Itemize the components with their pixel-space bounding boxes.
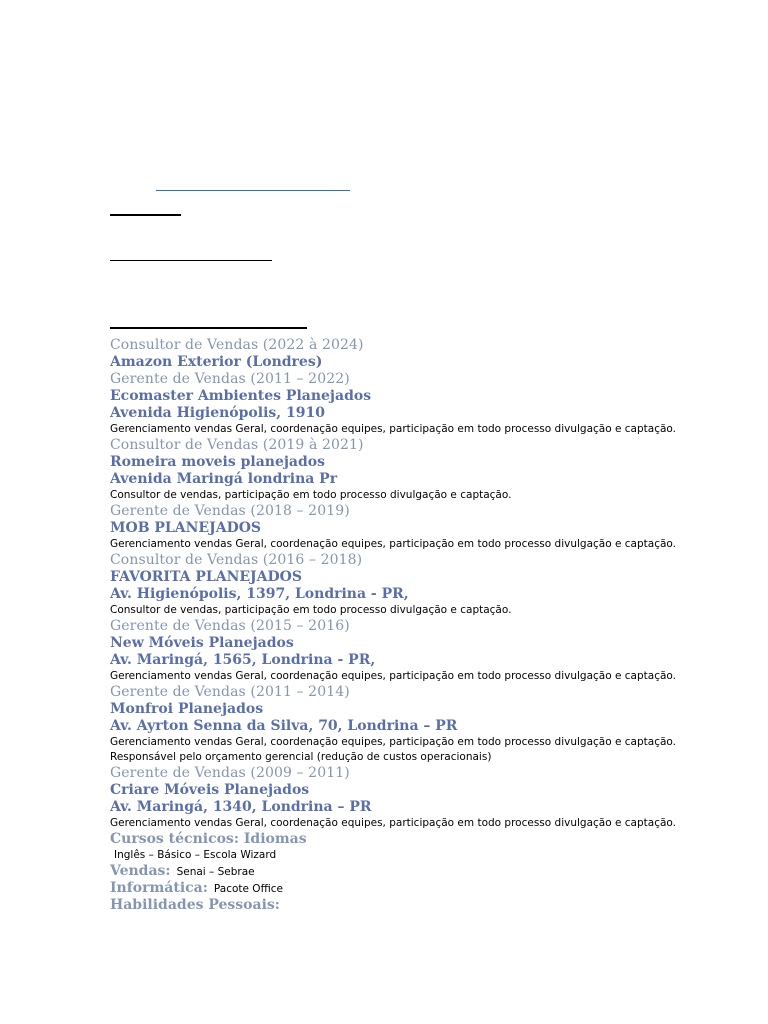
job-description: Gerenciamento vendas Geral, coordenação equipes, participação em todo processo divulgação e captação. xyxy=(110,817,676,829)
job-address: Av. Maringá, 1340, Londrina – PR xyxy=(110,799,372,815)
job-description: Gerenciamento vendas Geral, coordenação equipes, participação em todo processo divulgação e captação. xyxy=(110,538,676,550)
job-description: Gerenciamento vendas Geral, coordenação equipes, participação em todo processo divulgação e captação. xyxy=(110,423,676,435)
job-address: Avenida Higienópolis, 1910 xyxy=(110,405,326,421)
job-company: FAVORITA PLANEJADOS xyxy=(110,569,302,585)
job-description: Gerenciamento vendas Geral, coordenação equipes, participação em todo processo divulgação e captação. xyxy=(110,736,676,748)
job-role: Gerente de Vendas (2009 – 2011) xyxy=(110,765,350,781)
skills-heading: Habilidades Pessoais: xyxy=(110,897,280,913)
section-underline xyxy=(110,260,272,261)
experience-section xyxy=(110,337,750,914)
it-course xyxy=(110,880,750,897)
job-role: Gerente de Vendas (2018 – 2019) xyxy=(110,503,350,519)
job-address: Av. Ayrton Senna da Silva, 70, Londrina – PR xyxy=(110,718,458,734)
job-entry xyxy=(110,552,750,618)
job-company: Monfroi Planejados xyxy=(110,701,264,717)
job-entry xyxy=(110,618,750,684)
job-role: Consultor de Vendas (2019 à 2021) xyxy=(110,437,364,453)
job-entry xyxy=(110,371,750,437)
job-description: Consultor de vendas, participação em todo processo divulgação e captação. xyxy=(110,604,512,616)
section-underline xyxy=(110,327,307,329)
sales-value: Senai – Sebrae xyxy=(176,866,255,878)
job-company: Amazon Exterior (Londres) xyxy=(110,354,323,370)
job-entry xyxy=(110,684,750,765)
job-address: Av. Maringá, 1565, Londrina - PR, xyxy=(110,652,376,668)
job-role: Gerente de Vendas (2015 – 2016) xyxy=(110,618,350,634)
language-course: Inglês – Básico – Escola Wizard xyxy=(114,849,277,861)
job-company: Ecomaster Ambientes Planejados xyxy=(110,388,372,404)
job-role: Consultor de Vendas (2022 à 2024) xyxy=(110,337,364,353)
job-entry xyxy=(110,437,750,503)
section-underline xyxy=(110,214,181,216)
job-description: Consultor de vendas, participação em todo processo divulgação e captação. xyxy=(110,489,512,501)
link-underline[interactable] xyxy=(156,190,350,191)
it-value: Pacote Office xyxy=(213,883,283,895)
courses-section xyxy=(110,831,750,914)
job-company: New Móveis Planejados xyxy=(110,635,294,651)
job-description: Responsável pelo orçamento gerencial (redução de custos operacionais) xyxy=(110,751,492,763)
job-role: Consultor de Vendas (2016 – 2018) xyxy=(110,552,363,568)
job-entry xyxy=(110,337,750,371)
sales-label: Vendas: xyxy=(110,863,171,879)
job-address: Av. Higienópolis, 1397, Londrina - PR, xyxy=(110,586,409,602)
job-role: Gerente de Vendas (2011 – 2022) xyxy=(110,371,350,387)
sales-course xyxy=(110,863,750,880)
job-role: Gerente de Vendas (2011 – 2014) xyxy=(110,684,350,700)
courses-heading: Cursos técnicos: Idiomas xyxy=(110,831,307,847)
job-address: Avenida Maringá londrina Pr xyxy=(110,471,338,487)
job-description: Gerenciamento vendas Geral, coordenação equipes, participação em todo processo divulgação e captação. xyxy=(110,670,676,682)
job-company: MOB PLANEJADOS xyxy=(110,520,262,536)
job-entry xyxy=(110,503,750,552)
job-entry xyxy=(110,765,750,831)
it-label: Informática: xyxy=(110,880,208,896)
job-company: Romeira moveis planejados xyxy=(110,454,326,470)
job-company: Criare Móveis Planejados xyxy=(110,782,310,798)
